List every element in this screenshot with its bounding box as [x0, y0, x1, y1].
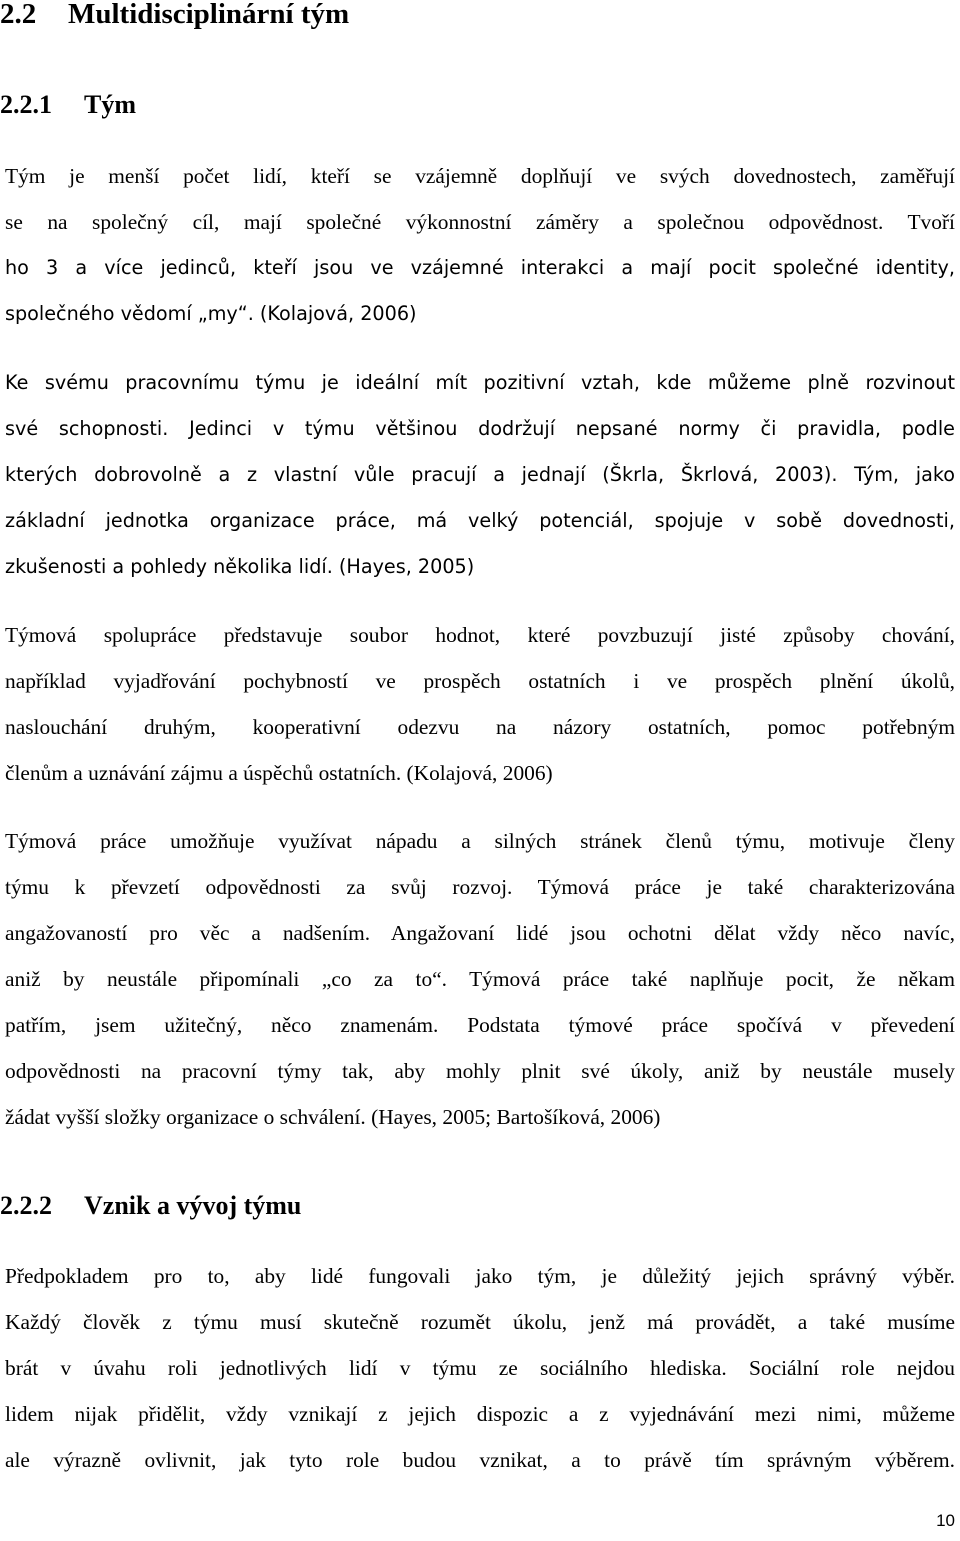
paragraph-line: žádat vyšší složky organizace o schválení. (Hayes, 2005; Bartošíková, 2006)	[5, 1105, 661, 1129]
paragraph-line: ale výrazně ovlivnit, jak tyto role budou vznikat, a to právě tím správným výběrem.	[5, 1448, 955, 1472]
paragraph-line: týmu k převzetí odpovědnosti za svůj rozvoj. Týmová práce je také charakterizována	[5, 875, 955, 899]
paragraph-team-cooperation	[5, 612, 955, 796]
paragraph-line: Týmová spolupráce představuje soubor hodnot, které povzbuzují jisté způsoby chování,	[5, 623, 955, 647]
section-heading	[0, 0, 349, 34]
paragraph-line: brát v úvahu roli jednotlivých lidí v týmu ze sociálního hlediska. Sociální role nejdou	[5, 1356, 955, 1380]
paragraph-line: patřím, jsem užitečný, něco znamenám. Podstata týmové práce spočívá v převedení	[5, 1013, 955, 1037]
section-title: Multidisciplinární tým	[68, 0, 350, 30]
paragraph-line: své schopnosti. Jedinci v týmu většinou dodržují nepsané normy či pravidla, podle	[5, 417, 955, 440]
paragraph-line: naslouchání druhým, kooperativní odezvu na názory ostatních, pomoc potřebným	[5, 715, 955, 739]
paragraph-line: členům a uznávání zájmu a úspěchů ostatních. (Kolajová, 2006)	[5, 761, 553, 785]
paragraph-team-work	[5, 818, 955, 1140]
paragraph-line: zkušenosti a pohledy několika lidí. (Hayes, 2005)	[5, 555, 475, 578]
paragraph-line: základní jednotka organizace práce, má velký potenciál, spojuje v sobě dovednosti,	[5, 509, 955, 532]
section-number: 2.2	[0, 0, 37, 30]
paragraph-line: společného vědomí „my“. (Kolajová, 2006)	[5, 302, 417, 325]
subsection-heading-team-development	[0, 1189, 301, 1223]
paragraph-team-definition	[5, 153, 955, 337]
paragraph-line: Každý člověk z týmu musí skutečně rozumět úkolu, jenž má provádět, a také musíme	[5, 1310, 955, 1334]
page-number: 10	[936, 1511, 955, 1530]
subsection-title: Tým	[84, 90, 136, 119]
paragraph-line: kterých dobrovolně a z vlastní vůle pracují a jednají (Škrla, Škrlová, 2003). Tým, jako	[5, 463, 955, 486]
paragraph-line: lidem nijak přidělit, vždy vznikají z jejich dispozic a z vyjednávání mezi nimi, můžeme	[5, 1402, 955, 1426]
paragraph-line: angažovaností pro věc a nadšením. Angažovaní lidé jsou ochotni dělat vždy něco navíc,	[5, 921, 955, 945]
paragraph-line: ho 3 a více jedinců, kteří jsou ve vzájemné interakci a mají pocit společné identity,	[5, 256, 955, 279]
subsection-number: 2.2.2	[0, 1191, 52, 1220]
paragraph-team-relationship	[5, 360, 955, 590]
paragraph-line: Týmová práce umožňuje využívat nápadu a silných stránek členů týmu, motivuje členy	[5, 829, 955, 853]
paragraph-line: se na společný cíl, mají společné výkonnostní záměry a společnou odpovědnost. Tvoří	[5, 210, 955, 234]
paragraph-line: aniž by neustále připomínali „co za to“. Týmová práce také naplňuje pocit, že někam	[5, 967, 955, 991]
paragraph-line: odpovědnosti na pracovní týmy tak, aby mohly plnit své úkoly, aniž by neustále musely	[5, 1059, 955, 1083]
paragraph-line: například vyjadřování pochybností ve prospěch ostatních i ve prospěch plnění úkolů,	[5, 669, 955, 693]
subsection-heading-team	[0, 88, 136, 122]
subsection-number: 2.2.1	[0, 90, 52, 119]
paragraph-team-selection	[5, 1253, 955, 1483]
paragraph-line: Předpokladem pro to, aby lidé fungovali jako tým, je důležitý jejich správný výběr.	[5, 1264, 955, 1288]
paragraph-line: Tým je menší počet lidí, kteří se vzájemně doplňují ve svých dovednostech, zaměřují	[5, 164, 955, 188]
paragraph-line: Ke svému pracovnímu týmu je ideální mít pozitivní vztah, kde můžeme plně rozvinout	[5, 371, 955, 394]
subsection-title: Vznik a vývoj týmu	[84, 1191, 302, 1220]
